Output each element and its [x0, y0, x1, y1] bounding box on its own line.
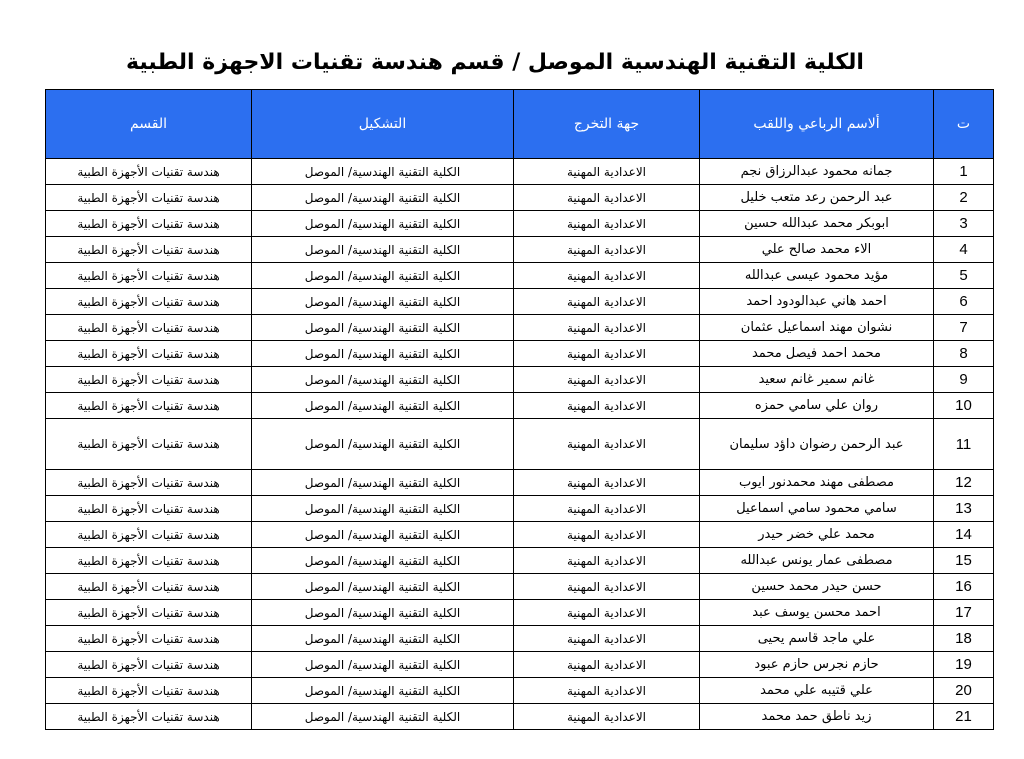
cell-name: محمد احمد فيصل محمد	[700, 341, 934, 367]
cell-num: 7	[934, 315, 994, 341]
cell-graduation: الاعدادية المهنية	[514, 574, 700, 600]
cell-graduation: الاعدادية المهنية	[514, 652, 700, 678]
cell-formation: الكلية التقنية الهندسية/ الموصل	[252, 341, 514, 367]
cell-formation: الكلية التقنية الهندسية/ الموصل	[252, 704, 514, 730]
cell-num: 5	[934, 263, 994, 289]
table-row	[46, 600, 994, 626]
cell-graduation: الاعدادية المهنية	[514, 367, 700, 393]
cell-name: جمانه محمود عبدالرزاق نجم	[700, 159, 934, 185]
cell-graduation: الاعدادية المهنية	[514, 600, 700, 626]
table-row	[46, 419, 994, 470]
students-table	[45, 89, 994, 730]
cell-formation: الكلية التقنية الهندسية/ الموصل	[252, 315, 514, 341]
cell-formation: الكلية التقنية الهندسية/ الموصل	[252, 419, 514, 470]
cell-num: 14	[934, 522, 994, 548]
cell-num: 17	[934, 600, 994, 626]
cell-name: الاء محمد صالح علي	[700, 237, 934, 263]
cell-department: هندسة تقنيات الأجهزة الطبية	[46, 211, 252, 237]
cell-formation: الكلية التقنية الهندسية/ الموصل	[252, 289, 514, 315]
cell-name: احمد هاني عبدالودود احمد	[700, 289, 934, 315]
cell-formation: الكلية التقنية الهندسية/ الموصل	[252, 159, 514, 185]
cell-graduation: الاعدادية المهنية	[514, 263, 700, 289]
cell-name: عبد الرحمن رعد متعب خليل	[700, 185, 934, 211]
cell-formation: الكلية التقنية الهندسية/ الموصل	[252, 185, 514, 211]
cell-formation: الكلية التقنية الهندسية/ الموصل	[252, 367, 514, 393]
table-row	[46, 315, 994, 341]
cell-num: 6	[934, 289, 994, 315]
cell-department: هندسة تقنيات الأجهزة الطبية	[46, 185, 252, 211]
cell-formation: الكلية التقنية الهندسية/ الموصل	[252, 678, 514, 704]
table-row	[46, 678, 994, 704]
table-row	[46, 367, 994, 393]
cell-num: 20	[934, 678, 994, 704]
table-row	[46, 289, 994, 315]
cell-formation: الكلية التقنية الهندسية/ الموصل	[252, 211, 514, 237]
cell-graduation: الاعدادية المهنية	[514, 678, 700, 704]
cell-name: غانم سمير غانم سعيد	[700, 367, 934, 393]
cell-formation: الكلية التقنية الهندسية/ الموصل	[252, 522, 514, 548]
cell-num: 4	[934, 237, 994, 263]
cell-num: 12	[934, 470, 994, 496]
cell-graduation: الاعدادية المهنية	[514, 393, 700, 419]
cell-num: 15	[934, 548, 994, 574]
cell-graduation: الاعدادية المهنية	[514, 315, 700, 341]
cell-department: هندسة تقنيات الأجهزة الطبية	[46, 522, 252, 548]
cell-num: 1	[934, 159, 994, 185]
table-row	[46, 237, 994, 263]
table-row	[46, 574, 994, 600]
page-title: الكلية التقنية الهندسية الموصل / قسم هندسة تقنيات الاجهزة الطبية	[126, 50, 864, 75]
cell-num: 11	[934, 419, 994, 470]
cell-department: هندسة تقنيات الأجهزة الطبية	[46, 315, 252, 341]
cell-name: حازم نجرس حازم عبود	[700, 652, 934, 678]
cell-department: هندسة تقنيات الأجهزة الطبية	[46, 548, 252, 574]
cell-department: هندسة تقنيات الأجهزة الطبية	[46, 704, 252, 730]
cell-name: روان علي سامي حمزه	[700, 393, 934, 419]
cell-graduation: الاعدادية المهنية	[514, 185, 700, 211]
cell-department: هندسة تقنيات الأجهزة الطبية	[46, 419, 252, 470]
table-row	[46, 548, 994, 574]
table-row	[46, 393, 994, 419]
header-name: ألاسم الرباعي واللقب	[700, 90, 934, 159]
cell-formation: الكلية التقنية الهندسية/ الموصل	[252, 470, 514, 496]
cell-graduation: الاعدادية المهنية	[514, 548, 700, 574]
cell-name: عبد الرحمن رضوان داؤد سليمان	[700, 419, 934, 470]
students-table-container	[45, 89, 993, 730]
cell-department: هندسة تقنيات الأجهزة الطبية	[46, 496, 252, 522]
cell-formation: الكلية التقنية الهندسية/ الموصل	[252, 393, 514, 419]
cell-formation: الكلية التقنية الهندسية/ الموصل	[252, 496, 514, 522]
cell-graduation: الاعدادية المهنية	[514, 704, 700, 730]
header-formation: التشكيل	[252, 90, 514, 159]
table-row	[46, 159, 994, 185]
table-row	[46, 341, 994, 367]
cell-name: ابوبكر محمد عبدالله حسين	[700, 211, 934, 237]
cell-formation: الكلية التقنية الهندسية/ الموصل	[252, 263, 514, 289]
cell-department: هندسة تقنيات الأجهزة الطبية	[46, 574, 252, 600]
cell-num: 13	[934, 496, 994, 522]
cell-graduation: الاعدادية المهنية	[514, 211, 700, 237]
table-body	[46, 159, 994, 730]
cell-formation: الكلية التقنية الهندسية/ الموصل	[252, 548, 514, 574]
cell-department: هندسة تقنيات الأجهزة الطبية	[46, 470, 252, 496]
cell-graduation: الاعدادية المهنية	[514, 470, 700, 496]
cell-num: 10	[934, 393, 994, 419]
table-row	[46, 652, 994, 678]
cell-name: نشوان مهند اسماعيل عثمان	[700, 315, 934, 341]
cell-department: هندسة تقنيات الأجهزة الطبية	[46, 600, 252, 626]
cell-graduation: الاعدادية المهنية	[514, 237, 700, 263]
cell-num: 3	[934, 211, 994, 237]
cell-num: 21	[934, 704, 994, 730]
table-header	[46, 90, 994, 159]
cell-graduation: الاعدادية المهنية	[514, 341, 700, 367]
cell-department: هندسة تقنيات الأجهزة الطبية	[46, 289, 252, 315]
cell-department: هندسة تقنيات الأجهزة الطبية	[46, 237, 252, 263]
cell-department: هندسة تقنيات الأجهزة الطبية	[46, 626, 252, 652]
cell-name: مؤيد محمود عيسى عبدالله	[700, 263, 934, 289]
cell-formation: الكلية التقنية الهندسية/ الموصل	[252, 574, 514, 600]
cell-name: احمد محسن يوسف عبد	[700, 600, 934, 626]
cell-num: 8	[934, 341, 994, 367]
cell-name: علي قتيبه علي محمد	[700, 678, 934, 704]
cell-department: هندسة تقنيات الأجهزة الطبية	[46, 678, 252, 704]
cell-department: هندسة تقنيات الأجهزة الطبية	[46, 367, 252, 393]
cell-department: هندسة تقنيات الأجهزة الطبية	[46, 652, 252, 678]
cell-formation: الكلية التقنية الهندسية/ الموصل	[252, 626, 514, 652]
cell-formation: الكلية التقنية الهندسية/ الموصل	[252, 652, 514, 678]
cell-name: سامي محمود سامي اسماعيل	[700, 496, 934, 522]
cell-name: مصطفى عمار يونس عبدالله	[700, 548, 934, 574]
header-num: ت	[934, 90, 994, 159]
table-row	[46, 496, 994, 522]
cell-formation: الكلية التقنية الهندسية/ الموصل	[252, 237, 514, 263]
table-row	[46, 263, 994, 289]
cell-graduation: الاعدادية المهنية	[514, 289, 700, 315]
table-row	[46, 522, 994, 548]
cell-name: محمد علي خضر حيدر	[700, 522, 934, 548]
cell-num: 2	[934, 185, 994, 211]
cell-num: 18	[934, 626, 994, 652]
table-row	[46, 185, 994, 211]
table-row	[46, 704, 994, 730]
header-graduation: جهة التخرج	[514, 90, 700, 159]
cell-name: حسن حيدر محمد حسين	[700, 574, 934, 600]
cell-department: هندسة تقنيات الأجهزة الطبية	[46, 393, 252, 419]
cell-num: 9	[934, 367, 994, 393]
cell-formation: الكلية التقنية الهندسية/ الموصل	[252, 600, 514, 626]
cell-name: علي ماجد قاسم يحيى	[700, 626, 934, 652]
cell-name: مصطفى مهند محمدنور ايوب	[700, 470, 934, 496]
cell-graduation: الاعدادية المهنية	[514, 159, 700, 185]
cell-graduation: الاعدادية المهنية	[514, 419, 700, 470]
cell-num: 16	[934, 574, 994, 600]
cell-graduation: الاعدادية المهنية	[514, 522, 700, 548]
table-row	[46, 626, 994, 652]
table-row	[46, 211, 994, 237]
header-row	[46, 90, 994, 159]
cell-department: هندسة تقنيات الأجهزة الطبية	[46, 341, 252, 367]
header-department: القسم	[46, 90, 252, 159]
cell-num: 19	[934, 652, 994, 678]
table-row	[46, 470, 994, 496]
cell-department: هندسة تقنيات الأجهزة الطبية	[46, 263, 252, 289]
cell-department: هندسة تقنيات الأجهزة الطبية	[46, 159, 252, 185]
cell-name: زيد ناطق حمد محمد	[700, 704, 934, 730]
cell-graduation: الاعدادية المهنية	[514, 496, 700, 522]
cell-graduation: الاعدادية المهنية	[514, 626, 700, 652]
